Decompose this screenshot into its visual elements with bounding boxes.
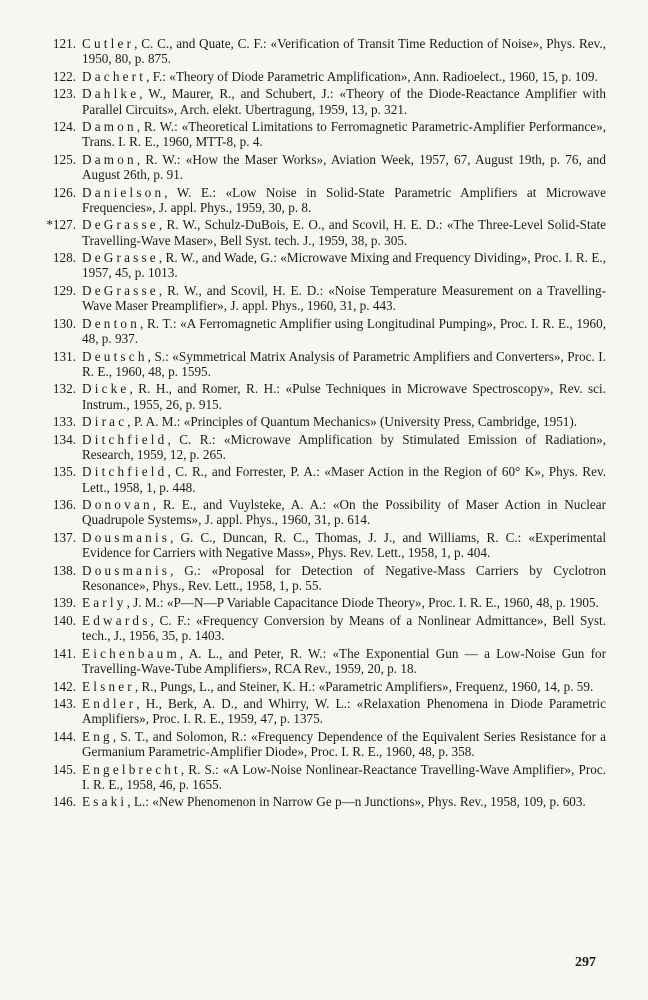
reference-number: 129. [52, 282, 76, 298]
reference-number: 140. [52, 612, 76, 628]
reference-entry [30, 185, 606, 216]
reference-entry [30, 497, 606, 528]
reference-text: , R. W., and Wade, G.: «Microwave Mixing and Frequency Dividing», Proc. I. R. E., 1957, 45, p. 1013. [82, 250, 606, 281]
reference-author: Ditchfield [82, 431, 168, 447]
reference-number: 134. [52, 431, 76, 447]
reference-number: 135. [52, 464, 76, 480]
reference-text: , S.: «Symmetrical Matrix Analysis of Parametric Amplifiers and Converters», Proc. I. R. E., 1960, 48, p. 1595. [82, 348, 606, 379]
reference-author: Dicke [82, 381, 130, 397]
page-number: 297 [575, 955, 596, 970]
reference-author: Early [82, 595, 127, 611]
reference-text: , G. C., Duncan, R. C., Thomas, J. J., and Williams, R. C.: «Experimental Evidence for Carriers with Negative Mass», Phys. Rev. Lett., 1958, 1, p. 404. [82, 529, 606, 561]
reference-text: , R., Pungs, L., and Steiner, K. H.: «Parametric Amplifiers», Frequenz, 1960, 14, p. 59. [134, 678, 594, 694]
reference-author: Deutsch [82, 348, 148, 364]
reference-entry [30, 696, 606, 727]
reference-number: 133. [52, 414, 76, 430]
reference-author: Damon [82, 151, 137, 167]
reference-text: , W., Maurer, R., and Schubert, J.: «Theory of the Diode-Reactance Amplifier with Parallel Circuits», Arch. elekt. Ubertragung, 1959, 13, p. 321. [82, 86, 606, 117]
reference-text: , P. A. M.: «Principles of Quantum Mechanics» (University Press, Cambridge, 1951). [127, 414, 578, 430]
reference-number: 123. [52, 86, 76, 102]
reference-author: Dousmanis [82, 529, 171, 545]
reference-author: Eichenbaum [82, 645, 180, 661]
reference-number: 145. [52, 761, 76, 777]
reference-author: Dachert [82, 68, 147, 84]
reference-author: Eng [82, 728, 113, 744]
reference-author: Endler [82, 696, 137, 711]
reference-number: 144. [52, 728, 76, 744]
reference-number: 125. [52, 151, 76, 167]
reference-number: *127. [46, 217, 76, 233]
reference-entry [30, 414, 606, 429]
reference-author: Ditchfield [82, 464, 168, 480]
reference-entry [30, 69, 606, 84]
reference-text: , W. E.: «Low Noise in Solid-State Parametric Amplifiers at Microwave Frequencies», J. appl. Phys., 1959, 30, p. 8. [82, 184, 606, 215]
reference-number: 131. [52, 348, 76, 364]
reference-author: Dirac [82, 414, 128, 430]
reference-number: 137. [52, 529, 76, 545]
reference-entry [30, 679, 606, 694]
reference-number: 130. [52, 315, 76, 331]
reference-author: Denton [82, 315, 141, 331]
reference-author: DeGrasse [82, 250, 159, 266]
reference-author: Elsner [82, 678, 135, 694]
reference-text: , R. W., Schulz-DuBois, E. O., and Scovil, H. E. D.: «The Three-Level Solid-State Travelling-Wave Maser», Bell Syst. tech. J., 1959, 38, p. 305. [82, 217, 606, 248]
reference-list [30, 36, 606, 812]
reference-text: , C. R., and Forrester, P. A.: «Maser Action in the Region of 60° K», Phys. Rev. Lett., 1958, 1, p. 448. [82, 464, 606, 495]
reference-text: , R. W., and Scovil, H. E. D.: «Noise Temperature Measurement on a Travelling-Wave Maser Preamplifier», J. appl. Phys., 1960, 31, p. 443. [82, 282, 606, 314]
reference-entry [30, 250, 606, 281]
reference-number: 143. [52, 696, 76, 711]
reference-entry [30, 530, 606, 561]
reference-number: 121. [52, 36, 76, 51]
reference-author: Donovan [82, 497, 153, 513]
reference-number: 128. [52, 250, 76, 266]
reference-entry [30, 432, 606, 463]
reference-author: Dousmanis [82, 562, 171, 578]
reference-entry [30, 119, 606, 150]
reference-text: , L.: «New Phenomenon in Narrow Ge p—n Junctions», Phys. Rev., 1958, 109, p. 603. [127, 794, 586, 810]
reference-author: Esaki [82, 794, 128, 810]
reference-entry [30, 316, 606, 347]
reference-number: 141. [52, 645, 76, 661]
reference-author: Danielson [82, 184, 165, 200]
reference-entry [30, 36, 606, 67]
reference-text: , J. M.: «P—N—P Variable Capacitance Diode Theory», Proc. I. R. E., 1960, 48, p. 1905. [126, 595, 599, 611]
reference-entry [30, 729, 606, 760]
reference-text: , C. R.: «Microwave Amplification by Stimulated Emission of Radiation», Research, 1959, 12, p. 265. [82, 431, 606, 462]
reference-entry [30, 381, 606, 412]
reference-number: 146. [52, 794, 76, 810]
reference-author: DeGrasse [82, 282, 159, 298]
reference-entry [30, 464, 606, 495]
reference-author: Damon [82, 119, 137, 135]
reference-number: 139. [52, 595, 76, 611]
reference-entry [30, 217, 606, 248]
reference-text: , F.: «Theory of Diode Parametric Amplification», Ann. Radioelect., 1960, 15, p. 109. [146, 68, 598, 84]
reference-text: , C. F.: «Frequency Conversion by Means of a Nonlinear Admittance», Bell Syst. tech., J., 1956, 35, p. 1403. [82, 612, 606, 644]
reference-author: DeGrasse [82, 217, 159, 233]
reference-entry [30, 613, 606, 644]
reference-entry [30, 283, 606, 314]
reference-number: 142. [52, 678, 76, 694]
reference-author: Engelbrecht [82, 761, 181, 777]
reference-number: 136. [52, 497, 76, 513]
reference-text: , A. L., and Peter, R. W.: «The Exponential Gun — a Low-Noise Gun for Travelling-Wave-Tube Amplifiers», RCA Rev., 1959, 20, p. 18. [82, 645, 606, 677]
reference-text: , R. T.: «A Ferromagnetic Amplifier using Longitudinal Pumping», Proc. I. R. E., 1960, 48, p. 937. [82, 315, 606, 347]
reference-entry [30, 86, 606, 117]
reference-number: 124. [52, 119, 76, 135]
reference-text: , R. W.: «Theoretical Limitations to Ferromagnetic Parametric-Amplifier Performance», Trans. I. R. E., 1960, MTT-8, p. 4. [82, 119, 606, 150]
reference-number: 122. [52, 68, 76, 84]
reference-entry [30, 563, 606, 594]
reference-text: , H., Berk, A. D., and Whirry, W. L.: «Relaxation Phenomena in Diode Parametric Amplifiers», Proc. I. R. E., 1959, 47, p. 1375. [82, 696, 606, 727]
reference-number: 126. [52, 184, 76, 200]
reference-entry [30, 646, 606, 677]
reference-text: , R. H., and Romer, R. H.: «Pulse Techniques in Microwave Spectroscopy», Rev. sci. Instrum., 1955, 26, p. 915. [82, 381, 606, 412]
reference-text: , R. E., and Vuylsteke, A. A.: «On the Possibility of Maser Action in Nuclear Quadrupole Systems», J. appl. Phys., 1960, 31, p. 614. [82, 497, 606, 528]
reference-author: Edwards [82, 612, 151, 628]
reference-text: , R. W.: «How the Maser Works», Aviation Week, 1957, 67, August 19th, p. 76, and August 26th, p. 91. [82, 151, 606, 183]
reference-entry [30, 152, 606, 183]
reference-author: Dahlke [82, 86, 140, 102]
reference-entry [30, 595, 606, 610]
reference-author: Cutler [82, 36, 135, 51]
reference-text: , C. C., and Quate, C. F.: «Verification of Transit Time Reduction of Noise», Phys. Rev., 1950, 80, p. 875. [82, 36, 606, 67]
reference-entry [30, 349, 606, 380]
reference-entry [30, 794, 606, 809]
reference-number: 138. [52, 562, 76, 578]
reference-text: , G.: «Proposal for Detection of Negative-Mass Carriers by Cyclotron Resonance», Phys., Rev. Lett., 1958, 1, p. 55. [82, 562, 606, 593]
reference-text: , R. S.: «A Low-Noise Nonlinear-Reactance Travelling-Wave Amplifier», Proc. I. R. E., 1958, 46, p. 1655. [82, 761, 606, 792]
reference-text: , S. T., and Solomon, R.: «Frequency Dependence of the Equivalent Series Resistance for a Germanium Parametric-Amplifier Diode», Proc. I. R. E., 1960, 48, p. 358. [82, 728, 606, 760]
reference-entry [30, 762, 606, 793]
reference-number: 132. [52, 381, 76, 397]
